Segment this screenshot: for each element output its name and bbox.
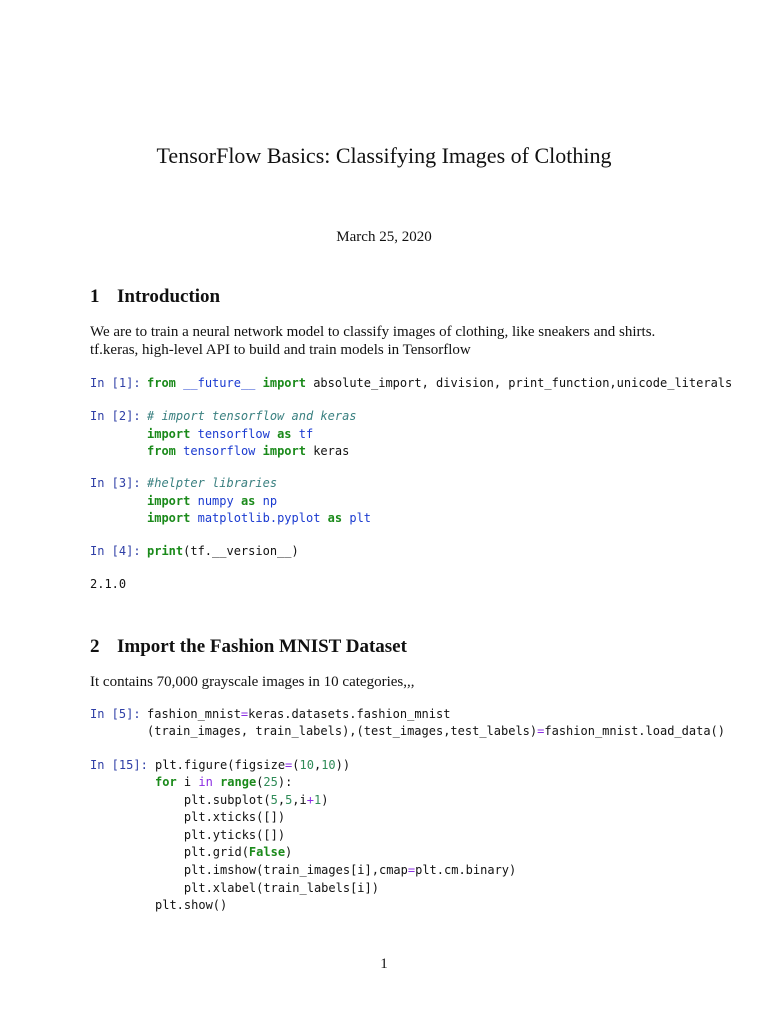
paragraph-line: tf.keras, high-level API to build and train models in Tensorflow <box>90 342 471 358</box>
paragraph-line: We are to train a neural network model to classify images of clothing, like sneakers and shirts. <box>90 324 656 340</box>
code-line: import tensorflow as tf <box>147 427 314 441</box>
cell-prompt: In [15]: <box>90 758 148 772</box>
code-line: plt.subplot(5,5,i+1) <box>155 793 329 807</box>
code-line: fashion_mnist=keras.datasets.fashion_mnist <box>147 707 451 721</box>
paragraph-line: It contains 70,000 grayscale images in 10 categories,,, <box>90 674 415 690</box>
code-line: plt.yticks([]) <box>155 828 286 842</box>
code-line: #helpter libraries <box>147 476 278 490</box>
cell-prompt: In [1]: <box>90 376 141 390</box>
section-heading-introduction <box>90 286 220 308</box>
code-line: from __future__ import absolute_import, division, print_function,unicode_literals <box>147 376 733 390</box>
code-line: print(tf.__version__) <box>147 544 299 558</box>
code-line: (train_images, train_labels),(test_images,test_labels)=fashion_mnist.load_data() <box>147 724 725 738</box>
section-number: 2 <box>90 636 100 657</box>
cell-output: 2.1.0 <box>90 577 127 591</box>
code-line: plt.grid(False) <box>155 845 293 859</box>
cell-prompt: In [4]: <box>90 544 141 558</box>
code-line: plt.show() <box>155 898 228 912</box>
section-heading-import-dataset <box>90 636 407 658</box>
code-line: import matplotlib.pyplot as plt <box>147 511 372 525</box>
section-title: Introduction <box>117 286 221 307</box>
code-line: plt.xticks([]) <box>155 810 286 824</box>
document-date: March 25, 2020 <box>336 229 432 245</box>
section-title: Import the Fashion MNIST Dataset <box>117 636 407 657</box>
cell-prompt: In [3]: <box>90 476 141 490</box>
code-line: # import tensorflow and keras <box>147 409 357 423</box>
code-line: import numpy as np <box>147 494 278 508</box>
document-title: TensorFlow Basics: Classifying Images of Clothing <box>156 143 612 168</box>
cell-prompt: In [2]: <box>90 409 141 423</box>
code-line: plt.imshow(train_images[i],cmap=plt.cm.binary) <box>155 863 517 877</box>
code-line: plt.figure(figsize=(10,10)) <box>155 758 351 772</box>
code-line: for i in range(25): <box>155 775 293 789</box>
cell-prompt: In [5]: <box>90 707 141 721</box>
code-line: plt.xlabel(train_labels[i]) <box>155 881 379 895</box>
code-line: from tensorflow import keras <box>147 444 350 458</box>
section-number: 1 <box>90 286 100 307</box>
page-number: 1 <box>380 956 388 972</box>
